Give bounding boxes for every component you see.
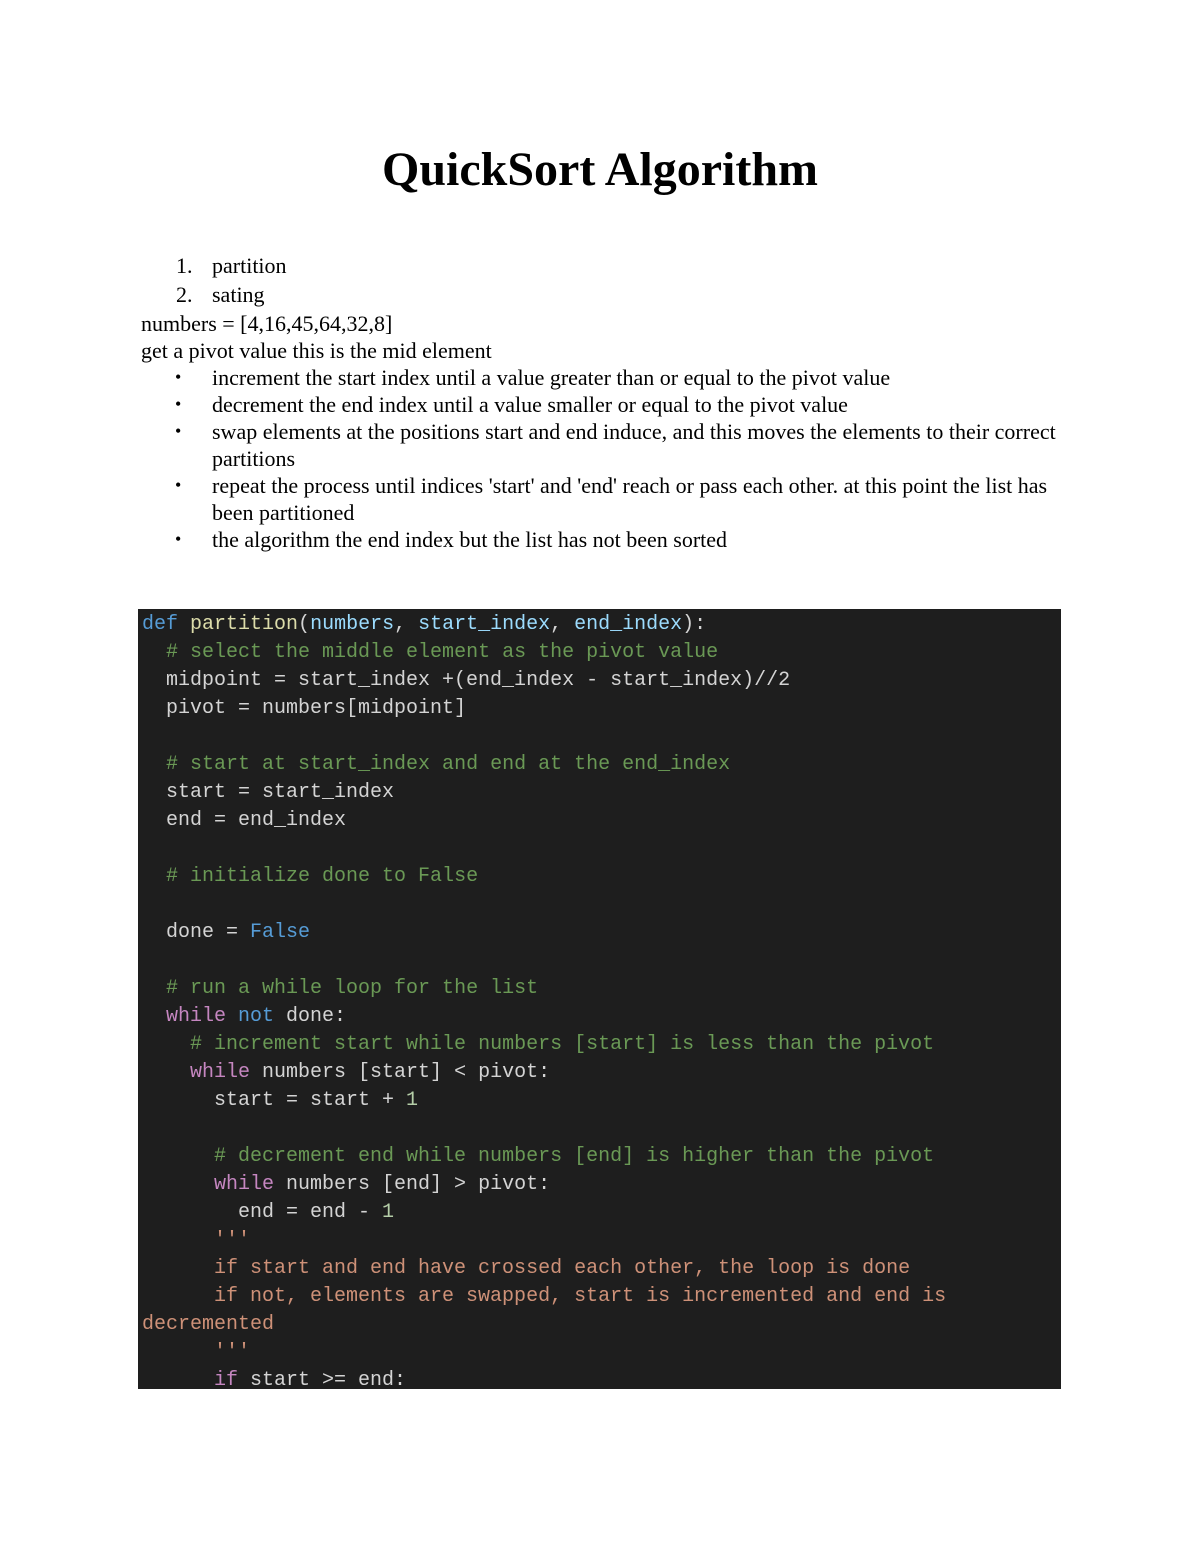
code-text [142, 1173, 214, 1196]
code-line [138, 835, 1061, 863]
list-number: 1. [176, 253, 193, 278]
pivot-description: get a pivot value this is the mid element [141, 338, 492, 363]
code-text [142, 1061, 190, 1084]
code-line [138, 639, 1061, 667]
code-comment: # start at start_index and end at the end_index [166, 753, 731, 776]
code-string: if not, elements are swapped, start is incremented and end is [142, 1285, 947, 1308]
bullet-icon: • [175, 475, 182, 495]
list-item [141, 252, 1061, 281]
code-text: end = end_index [142, 809, 347, 832]
code-line [138, 1367, 1061, 1389]
code-line [138, 779, 1061, 807]
code-text: done = [142, 921, 251, 944]
code-text [142, 1033, 190, 1056]
code-control-keyword: if [214, 1369, 251, 1389]
bullet-icon: • [175, 529, 182, 549]
code-string: ''' [214, 1341, 251, 1364]
bullet-text: the algorithm the end index but the list has not been sorted [212, 527, 728, 552]
code-text [142, 977, 166, 1000]
numbers-definition: numbers = [4,16,45,64,32,8] [141, 311, 393, 336]
code-line [138, 1339, 1061, 1367]
bullet-text: decrement the end index until a value smaller or equal to the pivot value [212, 392, 848, 417]
bullet-item [141, 526, 1061, 553]
code-line [138, 807, 1061, 835]
code-comment: # decrement end while numbers [end] is higher than the pivot [214, 1145, 935, 1168]
code-line [138, 1255, 1061, 1283]
code-text [142, 1341, 214, 1364]
code-comment: # increment start while numbers [start] is less than the pivot [190, 1033, 935, 1056]
code-text: start = start_index [142, 781, 395, 804]
bullet-item [141, 364, 1061, 391]
code-text: ): [682, 613, 707, 636]
code-keyword: not [238, 1005, 287, 1028]
code-line [138, 667, 1061, 695]
code-line [138, 1087, 1061, 1115]
bullet-icon: • [175, 367, 182, 387]
code-line [138, 1171, 1061, 1199]
code-comment: # select the middle element as the pivot value [166, 641, 719, 664]
bullet-item [141, 472, 1061, 526]
code-text [142, 1369, 214, 1389]
code-function-name: partition [190, 613, 299, 636]
code-text [142, 865, 166, 888]
code-number: 1 [406, 1089, 419, 1112]
code-text: start >= end: [250, 1369, 407, 1389]
code-text: start = start + [142, 1089, 407, 1112]
steps-list [141, 252, 1061, 310]
bullet-text: increment the start index until a value greater than or equal to the pivot value [212, 365, 891, 390]
code-string: ''' [214, 1229, 251, 1252]
code-parameter: start_index [418, 613, 551, 636]
code-line [138, 1115, 1061, 1143]
document-body [141, 252, 1061, 553]
code-comment: # run a while loop for the list [166, 977, 539, 1000]
code-line [138, 947, 1061, 975]
code-line [138, 1227, 1061, 1255]
code-string: decremented [142, 1313, 275, 1336]
code-text: ( [298, 613, 311, 636]
code-line [138, 1059, 1061, 1087]
code-parameter: numbers [310, 613, 395, 636]
code-line [138, 1199, 1061, 1227]
code-string: if start and end have crossed each other, the loop is done [142, 1257, 911, 1280]
code-text: end = end - [142, 1201, 383, 1224]
code-text: numbers [end] > pivot: [286, 1173, 551, 1196]
list-number: 2. [176, 282, 193, 307]
code-block [138, 609, 1061, 1389]
bullet-item [141, 391, 1061, 418]
code-line [138, 1031, 1061, 1059]
code-line [138, 891, 1061, 919]
code-text: midpoint = start_index +(end_index - start_index)//2 [142, 669, 791, 692]
code-text [142, 753, 166, 776]
steps-bullet-list [141, 364, 1061, 553]
bullet-icon: • [175, 394, 182, 414]
code-keyword: def [142, 613, 191, 636]
bullet-item [141, 418, 1061, 472]
code-line [138, 723, 1061, 751]
code-keyword: False [250, 921, 311, 944]
code-line [138, 1003, 1061, 1031]
code-text [142, 1145, 214, 1168]
bullet-text: repeat the process until indices 'start' and 'end' reach or pass each other. at this point the list has been partitioned [212, 473, 1048, 525]
code-parameter: end_index [574, 613, 683, 636]
code-control-keyword: while [166, 1005, 239, 1028]
page-title: QuickSort Algorithm [381, 143, 818, 196]
bullet-icon: • [175, 421, 182, 441]
code-text [142, 641, 166, 664]
code-control-keyword: while [214, 1173, 287, 1196]
code-text: numbers [start] < pivot: [262, 1061, 551, 1084]
code-text [142, 1005, 166, 1028]
code-line [138, 695, 1061, 723]
code-line [138, 1283, 1061, 1311]
code-text: , [550, 613, 575, 636]
code-comment: # initialize done to False [166, 865, 479, 888]
code-line [138, 863, 1061, 891]
code-number: 1 [382, 1201, 395, 1224]
code-line [138, 1311, 1061, 1339]
code-line [138, 611, 1061, 639]
code-line [138, 751, 1061, 779]
list-item [141, 281, 1061, 310]
code-text: pivot = numbers[midpoint] [142, 697, 467, 720]
code-line [138, 1143, 1061, 1171]
code-line [138, 919, 1061, 947]
list-item-text: sating [212, 282, 265, 307]
code-text: done: [286, 1005, 347, 1028]
code-line [138, 975, 1061, 1003]
code-control-keyword: while [190, 1061, 263, 1084]
code-text [142, 1229, 214, 1252]
code-text: , [394, 613, 419, 636]
bullet-text: swap elements at the positions start and end induce, and this moves the elements to their correct partitions [212, 419, 1056, 471]
list-item-text: partition [212, 253, 287, 278]
